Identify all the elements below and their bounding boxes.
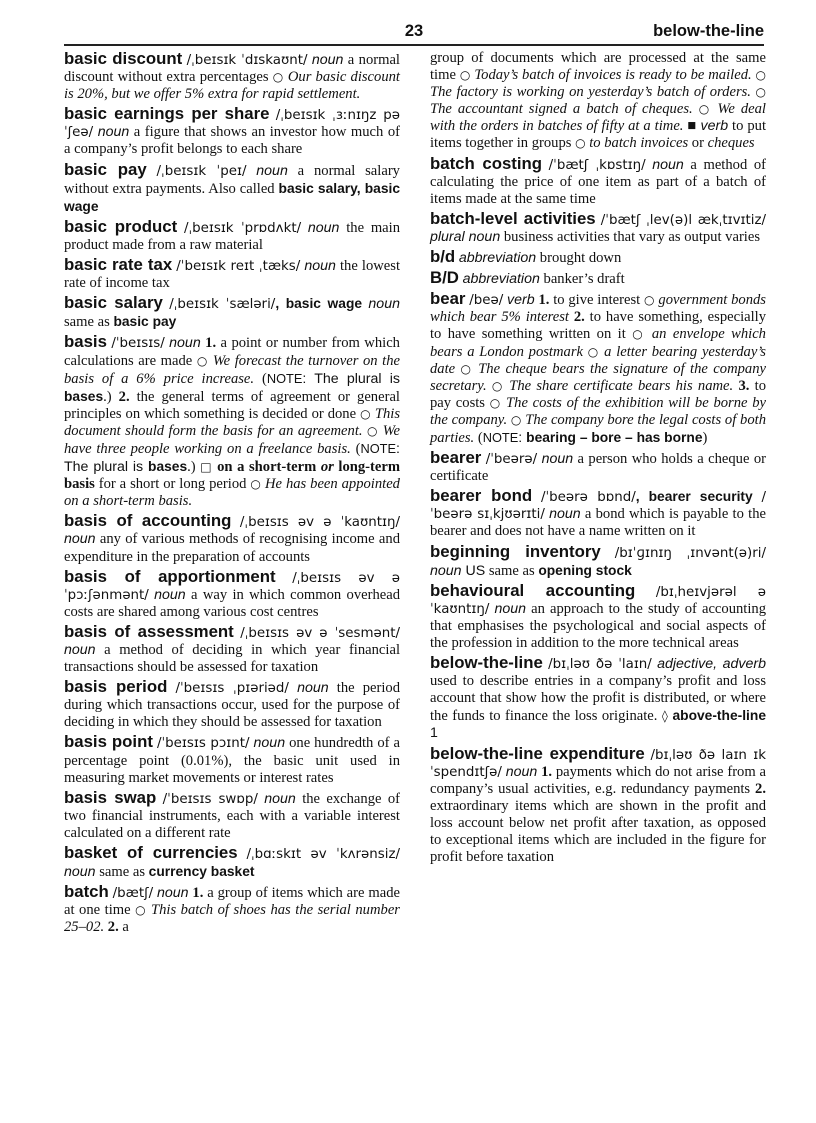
separator: , bbox=[356, 180, 365, 196]
headword: basis of accounting bbox=[64, 511, 232, 531]
same-as: same as bbox=[64, 314, 114, 331]
example: an envelope which bears a London postmark bbox=[430, 326, 766, 360]
example: He has been appointed on a short-term basis. bbox=[64, 476, 400, 510]
definition: a normal discount without extra percentages bbox=[64, 52, 400, 86]
headword: beginning inventory bbox=[430, 541, 601, 561]
pronunciation: /ˌbeɪsɪs əv ə ˈsesmənt/ bbox=[240, 625, 400, 641]
phrase-marker-icon: □ bbox=[200, 460, 213, 475]
example-marker-icon: ○ bbox=[360, 406, 371, 421]
part-of-speech: noun bbox=[264, 790, 296, 807]
part-of-speech: noun bbox=[64, 642, 96, 658]
pronunciation: /ˈbeɪsɪk reɪt ˌtæks/ bbox=[176, 259, 301, 275]
example: cheques bbox=[707, 135, 755, 152]
pronunciation: /beə/ bbox=[469, 293, 504, 309]
definition: the main product made from a raw material bbox=[64, 219, 401, 253]
definition: to have something, especially to have something written on it bbox=[430, 309, 767, 343]
example-marker-icon: ○ bbox=[587, 344, 600, 359]
definition: payments which do not arise from a company’s usual activities, e.g. redundancy payments bbox=[430, 763, 766, 797]
headword: basic salary bbox=[64, 293, 163, 313]
entry-basket-of-currencies bbox=[64, 844, 400, 881]
definition: the exchange of two financial instruments, each with a variable interest calculated on a different rate bbox=[64, 790, 400, 841]
pronunciation: /ˌbeɪsɪk ˈpeɪ/ bbox=[156, 163, 247, 179]
separator: , bbox=[275, 296, 286, 312]
definition: to put items together in groups bbox=[430, 118, 767, 152]
part-of-speech: noun bbox=[494, 600, 527, 617]
headword: basis of apportionment bbox=[64, 566, 276, 586]
definition: any of various methods of recognising income and expenditure in the preparation of accounts bbox=[64, 531, 400, 565]
pronunciation: /ˌbeɪsɪs əv ə ˈpɔːʃənmənt/ bbox=[64, 570, 401, 603]
definition: the period during which transactions occur, used for the purpose of deciding in which they should be assessed for taxation bbox=[64, 680, 401, 731]
entry-b-d-upper bbox=[430, 269, 766, 288]
cross-reference: basic salary bbox=[278, 180, 357, 196]
note-bold: bearing – bore – has borne bbox=[526, 429, 703, 445]
entry-beginning-inventory bbox=[430, 543, 766, 580]
note-bracket: .) bbox=[103, 388, 119, 405]
entry-batch-level-activities bbox=[430, 210, 766, 246]
part-of-speech: plural noun bbox=[430, 228, 501, 245]
see-also-icon: ◊ bbox=[661, 709, 668, 724]
entry-basis-point bbox=[64, 733, 400, 786]
definition: the lowest rate of income tax bbox=[64, 258, 401, 292]
definition: group of documents which are processed at the same time bbox=[430, 50, 766, 84]
definition: business activities that vary as output varies bbox=[500, 228, 761, 245]
headword: behavioural accounting bbox=[430, 580, 636, 600]
sense-number: 1. bbox=[205, 335, 217, 352]
example-marker-icon: ○ bbox=[460, 361, 473, 376]
pronunciation: /bætʃ/ bbox=[112, 886, 154, 902]
example: a letter bearing yesterday’s date bbox=[430, 343, 766, 377]
example-marker-icon: ○ bbox=[698, 102, 712, 117]
example-marker-icon: ○ bbox=[366, 423, 379, 438]
definition: brought down bbox=[536, 250, 622, 267]
definition: a method of deciding in which year financial transactions should be assessed for taxation bbox=[64, 642, 400, 676]
part-of-speech: noun bbox=[307, 219, 340, 236]
entry-basis-of-assessment bbox=[64, 623, 400, 676]
example-marker-icon: ○ bbox=[491, 378, 504, 393]
cross-reference-number: 1 bbox=[430, 725, 438, 742]
note-label: NOTE bbox=[266, 370, 303, 386]
definition: a normal salary without extra payments. Also called bbox=[64, 162, 400, 197]
note-label: NOTE bbox=[360, 440, 397, 456]
note-text: : bbox=[518, 429, 527, 446]
example-marker-icon: ○ bbox=[489, 395, 502, 410]
definition: to pay costs bbox=[430, 377, 767, 411]
part-of-speech: noun bbox=[64, 864, 96, 881]
part-of-speech: noun bbox=[64, 531, 96, 548]
definition: to give interest bbox=[549, 292, 645, 309]
note-bold: bases bbox=[148, 459, 188, 475]
definition: a person who holds a cheque or certificate bbox=[430, 451, 767, 485]
example-marker-icon: ○ bbox=[250, 477, 262, 492]
headword: batch costing bbox=[430, 153, 543, 173]
entry-basis-of-apportionment bbox=[64, 568, 400, 621]
example: We have three people working on a freelance basis. bbox=[64, 422, 400, 457]
example-marker-icon: ○ bbox=[755, 68, 766, 83]
headword: bearer bbox=[430, 448, 482, 468]
entry-batch-costing bbox=[430, 155, 766, 208]
example-marker-icon: ○ bbox=[755, 85, 766, 100]
pronunciation: /ˈbeɪsɪs swɒp/ bbox=[162, 791, 258, 807]
definition: a group of items which are made at one time bbox=[64, 885, 400, 919]
definition: an approach to the study of accounting that emphasises the psychological and social aspects of the profession in addition to the more technical areas bbox=[430, 600, 767, 651]
entry-batch bbox=[64, 883, 400, 936]
headword: basic earnings per share bbox=[64, 104, 270, 124]
headword: batch-level activities bbox=[430, 208, 596, 228]
part-of-speech: noun bbox=[154, 586, 186, 603]
example-marker-icon: ○ bbox=[632, 327, 646, 342]
cross-reference: above-the-line bbox=[667, 708, 766, 724]
entry-below-the-line-expenditure bbox=[430, 745, 766, 867]
example-marker-icon: ○ bbox=[459, 68, 471, 83]
headword: below-the-line bbox=[430, 653, 543, 673]
headword: basket of currencies bbox=[64, 843, 238, 863]
entry-b-d-lower bbox=[430, 248, 766, 267]
phrase: long-term basis bbox=[64, 459, 400, 493]
entry-basic-discount bbox=[64, 50, 400, 103]
example: The share certificate bears his name. bbox=[503, 377, 739, 394]
sense-number: 1. bbox=[541, 763, 553, 780]
note-bracket: ( bbox=[254, 370, 267, 387]
definition: a way in which common overhead costs are shared among various cost centres bbox=[64, 586, 400, 620]
note-bracket: ( bbox=[350, 440, 361, 457]
note-bracket: ( bbox=[474, 429, 483, 446]
example: We forecast the turnover on the basis of a 6% price increase. bbox=[64, 352, 401, 387]
example: The cheque bears the signature of the company secretary. bbox=[430, 360, 766, 394]
sense-number: 3. bbox=[738, 377, 750, 394]
example: The factory is working on yesterday’s batch of orders. bbox=[430, 84, 756, 101]
entry-basic-pay bbox=[64, 161, 400, 216]
pronunciation: /ˌbeɪsɪk ˌɜːnɪŋz pə ˈʃeə/ bbox=[64, 108, 401, 141]
sense-number: 2. bbox=[118, 388, 130, 405]
headword: bearer bond bbox=[430, 486, 533, 506]
sense-marker-icon: ■ bbox=[687, 118, 697, 135]
pronunciation: /ˈbeɪsɪs pɔɪnt/ bbox=[156, 736, 250, 752]
region-label: US bbox=[461, 562, 486, 579]
conjunction: or bbox=[688, 135, 708, 152]
phrase: on a short-term bbox=[212, 459, 321, 476]
pronunciation: /ˈbætʃ ˌkɒstɪŋ/ bbox=[548, 157, 646, 173]
headword: basis swap bbox=[64, 787, 157, 807]
note-bracket: ) bbox=[702, 429, 708, 446]
pronunciation: /ˌbeɪsɪk ˈprɒdʌkt/ bbox=[183, 220, 302, 236]
cross-reference: opening stock bbox=[538, 562, 632, 578]
right-column bbox=[430, 50, 766, 868]
example: This document should form the basis for an agreement. bbox=[64, 405, 400, 439]
part-of-speech: noun bbox=[311, 52, 344, 68]
definition: a figure that shows an investor how much of a company’s profit belongs to each share bbox=[64, 124, 400, 158]
definition: a bbox=[118, 919, 129, 936]
part-of-speech: noun bbox=[505, 763, 538, 780]
running-head: below-the-line bbox=[653, 22, 764, 40]
entry-basic-salary bbox=[64, 294, 400, 331]
alternative-headword: basic wage bbox=[285, 296, 363, 312]
pronunciation: /ˈbeərə bɒnd/ bbox=[540, 490, 636, 506]
cross-reference: currency basket bbox=[148, 864, 255, 880]
part-of-speech: noun bbox=[253, 735, 286, 752]
entry-basis-of-accounting bbox=[64, 512, 400, 565]
entry-basic-product bbox=[64, 218, 400, 254]
part-of-speech: noun bbox=[156, 885, 189, 902]
headword: b/d bbox=[430, 247, 456, 267]
entry-bearer bbox=[430, 449, 766, 485]
part-of-speech: noun bbox=[304, 258, 336, 275]
example: Our basic discount is 20%, but we offer 5% extra for rapid settlement. bbox=[64, 69, 400, 103]
pronunciation: /ˈbætʃ ˌlev(ə)l ækˌtɪvɪtiz/ bbox=[600, 212, 766, 228]
part-of-speech: noun bbox=[97, 124, 130, 141]
example-marker-icon: ○ bbox=[135, 903, 147, 918]
definition: extraordinary items which are shown in the profit and loss account below net profit after taxation, as opposed to exceptional items which are included in the figure for profit before taxation bbox=[430, 797, 766, 866]
part-of-speech: noun bbox=[652, 156, 684, 173]
headword: basic pay bbox=[64, 159, 147, 179]
entry-behavioural-accounting bbox=[430, 582, 766, 652]
entry-basis-period bbox=[64, 678, 400, 731]
entry-batch-continued bbox=[430, 50, 766, 153]
pronunciation: /bɪˌləʊ ðə ˈlaɪn/ bbox=[548, 657, 652, 673]
definition: a bond which is payable to the bearer and does not have a name written on it bbox=[430, 506, 766, 540]
sense-number: 2. bbox=[573, 309, 585, 326]
definition: a method of calculating the price of one item as part of a batch of items made at the same time bbox=[430, 156, 767, 207]
part-of-speech: noun bbox=[297, 680, 329, 697]
definition: the general terms of agreement or general principles on which something is decided or done bbox=[64, 388, 400, 422]
headword: basis of assessment bbox=[64, 621, 234, 641]
pronunciation: /ˈbeɪsɪs ˌpɪəriəd/ bbox=[175, 681, 289, 697]
note-bold: bases bbox=[64, 388, 104, 404]
note-label: NOTE bbox=[482, 429, 519, 445]
same-as: same as bbox=[485, 562, 539, 579]
entry-below-the-line bbox=[430, 654, 766, 742]
example: government bonds which bear 5% interest bbox=[430, 292, 766, 326]
example: to batch invoices bbox=[585, 135, 689, 152]
headword: basis bbox=[64, 332, 107, 352]
pronunciation: /ˌbɑːskɪt əv ˈkʌrənsiz/ bbox=[246, 847, 400, 863]
part-of-speech: abbreviation bbox=[458, 250, 537, 267]
pronunciation: /bɪˈɡɪnɪŋ ˌɪnvənt(ə)ri/ bbox=[614, 545, 766, 561]
entry-bearer-bond bbox=[430, 487, 766, 540]
alternative-headword: bearer security bbox=[648, 489, 753, 505]
headword: basic product bbox=[64, 216, 178, 236]
part-of-speech: noun bbox=[256, 162, 288, 179]
definition: one hundredth of a percentage point (0.01%), the basic unit used in measuring market movements or interest rates bbox=[64, 735, 401, 786]
definition: used to describe entries in a company’s profit and loss account that show how the profit is distributed, or where the funds to finance the loss originate. bbox=[430, 673, 766, 725]
page-number: 23 bbox=[404, 22, 424, 40]
headword: basis point bbox=[64, 732, 153, 752]
example: The accountant signed a batch of cheques. bbox=[430, 101, 699, 118]
part-of-speech: adjective, adverb bbox=[657, 656, 767, 673]
sense-number: 1. bbox=[192, 885, 204, 902]
part-of-speech: abbreviation bbox=[462, 271, 540, 288]
separator: , bbox=[635, 489, 649, 505]
pronunciation: /ˌbeɪsɪk ˈdɪskaʊnt/ bbox=[186, 53, 308, 68]
headword: batch bbox=[64, 882, 109, 902]
example-marker-icon: ○ bbox=[644, 293, 655, 308]
example: The company bore the legal costs of both parties. bbox=[430, 411, 766, 446]
headword: basic rate tax bbox=[64, 255, 173, 275]
part-of-speech: verb bbox=[507, 292, 535, 309]
definition: for a short or long period bbox=[94, 476, 251, 493]
pronunciation: /ˈbeərə/ bbox=[485, 452, 538, 468]
sense-number: 2. bbox=[755, 780, 766, 797]
part-of-speech: noun bbox=[368, 296, 400, 313]
part-of-speech: noun bbox=[541, 451, 574, 468]
part-of-speech: verb bbox=[700, 118, 729, 135]
pronunciation: /ˌbeɪsɪs əv ə ˈkaʊntɪŋ/ bbox=[239, 515, 400, 531]
headword: B/D bbox=[430, 268, 459, 288]
entry-basic-earnings-per-share bbox=[64, 105, 400, 158]
entry-basis bbox=[64, 333, 400, 510]
headword: bear bbox=[430, 289, 466, 309]
sense-number: 2. bbox=[107, 919, 119, 936]
pronunciation: /ˈbeɪsɪs/ bbox=[111, 336, 165, 352]
part-of-speech: noun bbox=[169, 335, 201, 352]
example: This batch of shoes has the serial number 25–02. bbox=[64, 902, 400, 936]
entry-basis-swap bbox=[64, 789, 400, 842]
cross-reference: basic pay bbox=[113, 314, 177, 330]
example-marker-icon: ○ bbox=[196, 353, 209, 368]
pronunciation: /ˌbeɪsɪk ˈsæləri/ bbox=[169, 297, 276, 313]
left-column bbox=[64, 50, 400, 939]
example: Today’s batch of invoices is ready to be mailed. bbox=[470, 67, 756, 84]
headword: below-the-line expenditure bbox=[430, 743, 645, 763]
headword: basic discount bbox=[64, 49, 183, 68]
note-text: : The plural is bbox=[64, 440, 400, 476]
entry-bear bbox=[430, 290, 766, 447]
definition: banker’s draft bbox=[539, 271, 625, 288]
entry-basic-rate-tax bbox=[64, 256, 400, 292]
part-of-speech: noun bbox=[430, 562, 462, 579]
phrase-or: or bbox=[320, 459, 334, 476]
example-marker-icon: ○ bbox=[510, 412, 522, 427]
pronunciation: /bɪˌheɪvjərəl əˈkaʊntɪŋ/ bbox=[430, 584, 766, 617]
example: We deal with the orders in batches of fifty at a time. bbox=[430, 101, 766, 135]
page-header bbox=[64, 22, 764, 46]
note-text: : The plural is bbox=[302, 370, 401, 387]
example-marker-icon: ○ bbox=[575, 136, 586, 151]
part-of-speech: noun bbox=[549, 506, 581, 523]
cross-reference: basic wage bbox=[64, 180, 400, 214]
pronunciation: /ˈbeərə sɪˌkjʊərɪti/ bbox=[430, 490, 767, 523]
sense-number: 1. bbox=[538, 292, 550, 309]
note-bracket: .) bbox=[187, 459, 201, 476]
example: The costs of the exhibition will be borne by the company. bbox=[430, 394, 766, 428]
same-as: same as bbox=[95, 864, 149, 881]
headword: basis period bbox=[64, 677, 168, 697]
pronunciation: /bɪˌləʊ ðə laɪn ɪkˈspendɪtʃə/ bbox=[430, 747, 767, 780]
example-marker-icon: ○ bbox=[272, 70, 284, 85]
definition: a point or number from which calculations are made bbox=[64, 335, 400, 369]
